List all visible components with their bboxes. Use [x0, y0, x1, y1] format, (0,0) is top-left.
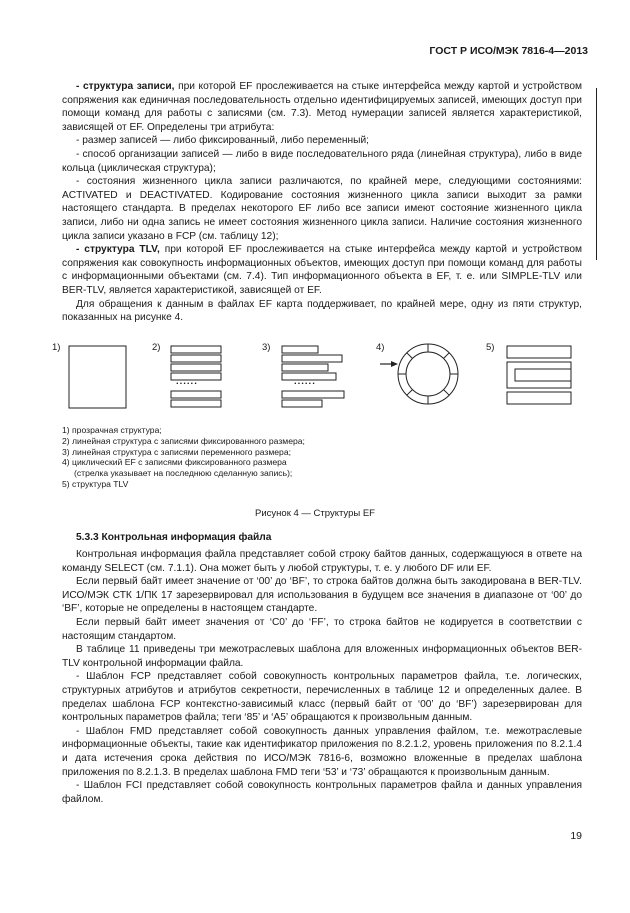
body-paragraph: - Шаблон FCI представляет собой совокупность контрольных параметров файла и данных управления файлом.	[62, 780, 582, 805]
section-title: 5.3.3 Контрольная информация файла	[76, 532, 272, 543]
paragraph-tlv-structure: - структура TLV, при которой EF прослеживается на стыке интерфейса между картой и устройством сопряжения как совокупность информационных объектов, имеющих доступ при помощи команд для работы с информационными объектами (см. 7.4). Тип информационного объекта в EF, т. е. или SIMPLE-TLV или BER-TLV, является характеристикой, зависящей от EF.	[62, 244, 582, 296]
body-paragraph: Контрольная информация файла представляет собой строку байтов данных, содержащуюся в ответе на команду SELECT (см. 7.1.1). Она может быть у любой структуры, т. е. у любого DF или EF.	[62, 549, 582, 574]
paragraph-record-structure: - структура записи, при которой EF прослеживается на стыке интерфейса между картой и устройством сопряжения как единичная последовательность отдельно идентифицируемых записей, имеющих доступ при помощи команд для работы с записями (см. 7.3). Метод нумерации записей является характеристикой, зависящей от EF. Определены три атрибута:	[62, 81, 582, 133]
figure-legend	[62, 425, 305, 490]
page-number: 19	[570, 830, 582, 842]
continuation-dots: ......	[176, 376, 198, 387]
figure-drawing	[48, 338, 588, 418]
paragraph-record-organization: - способ организации записей — либо в виде последовательного ряда (линейная структура), либо в виде кольца (циклическая структура);	[62, 148, 582, 174]
ef-structures-figure	[48, 338, 588, 418]
body-paragraph: В таблице 11 приведены три межотраслевых шаблона для вложенных информационных объектов BER-TLV контрольной информации файла.	[62, 644, 582, 669]
figure-label-2: 2)	[152, 342, 161, 353]
body-paragraph: - Шаблон FCP представляет собой совокупность контрольных параметров файла, т.е. логических, структурных атрибутов и атрибутов секретности, перечисленных в таблице 12 и определенных далее. В пределах шаблона FCP контекстно-зависимый класс (первый байт от ‘00’ до ‘BF’) зарезервирован для контрольных параметров файла; теги ‘85’ и ‘A5’ обращаются к произвольным данным.	[62, 671, 582, 724]
section-body	[62, 548, 582, 806]
cyclic-records	[380, 344, 458, 404]
change-bar	[596, 88, 597, 260]
figure-label-3: 3)	[262, 342, 271, 353]
paragraph-record-lifecycle: - состояния жизненного цикла записи различаются, по крайней мере, следующими состояниями: ACTIVATED и DEACTIVATED. Кодирование состояния жизненного цикла записи выходит за рамки настоящего стандарта. В пределах некоторого EF либо все записи имеют состояние жизненного цикла записи, либо ни одна запись не имеет состояния жизненного цикла записи. Наличие состояния жизненного цикла записи указано в FCP (см. таблицу 12);	[62, 176, 582, 242]
paragraph-record-size: - размер записей — либо фиксированный, либо переменный;	[76, 135, 369, 147]
figure-label-4: 4)	[376, 342, 385, 353]
tlv-structure	[507, 346, 571, 404]
legend-item: 2) линейная структура с записями фиксированного размера;	[62, 435, 305, 446]
document-header: ГОСТ Р ИСО/МЭК 7816-4—2013	[429, 45, 588, 57]
legend-item: (стрелка указывает на последнюю сделанную запись);	[74, 468, 293, 479]
figure-caption: Рисунок 4 — Структуры EF	[255, 508, 375, 519]
legend-item: 4) циклический EF с записями фиксированного размера	[62, 457, 287, 468]
body-paragraph: Если первый байт имеет значение от ‘00’ до ‘BF’, то строка байтов должна быть закодирована в BER-TLV. ИСО/МЭК СТК 1/ПК 17 зарезервировал для использования в будущем все значения в диапазоне от ‘00’ до ‘BF’, которые не определены в настоящем стандарте.	[62, 576, 582, 615]
paragraph-structure-support: Для обращения к данным в файлах EF карта поддерживает, по крайней мере, одну из пяти структур, показанных на рисунке 4.	[62, 298, 582, 324]
continuation-dots: ......	[294, 376, 316, 387]
body-paragraph: - Шаблон FMD представляет собой совокупность данных управления файлом, т.е. межотраслевые информационные объекты, такие как идентификатор приложения по 8.2.1.2, уровень приложения по 8.2.1.4 и дата истечения срока действия по ИСО/МЭК 7816-6, возможно вложенные в пределах шаблона приложения по 8.2.1.3. В пределах шаблона FMD теги ‘53’ и ‘73’ обращаются к произвольным данным.	[62, 725, 582, 778]
intro-text	[62, 80, 582, 325]
figure-label-1: 1)	[52, 342, 61, 353]
body-paragraph: Если первый байт имеет значения от ‘C0’ до ‘FF’, то строка байтов не кодируется в соответствии с настоящим стандартом.	[62, 616, 582, 642]
legend-item: 1) прозрачная структура;	[62, 425, 162, 435]
legend-item: 3) линейная структура с записями переменного размера;	[62, 446, 291, 457]
legend-item: 5) структура TLV	[62, 478, 129, 489]
transparent-structure-box	[69, 346, 126, 408]
figure-label-5: 5)	[486, 342, 495, 353]
